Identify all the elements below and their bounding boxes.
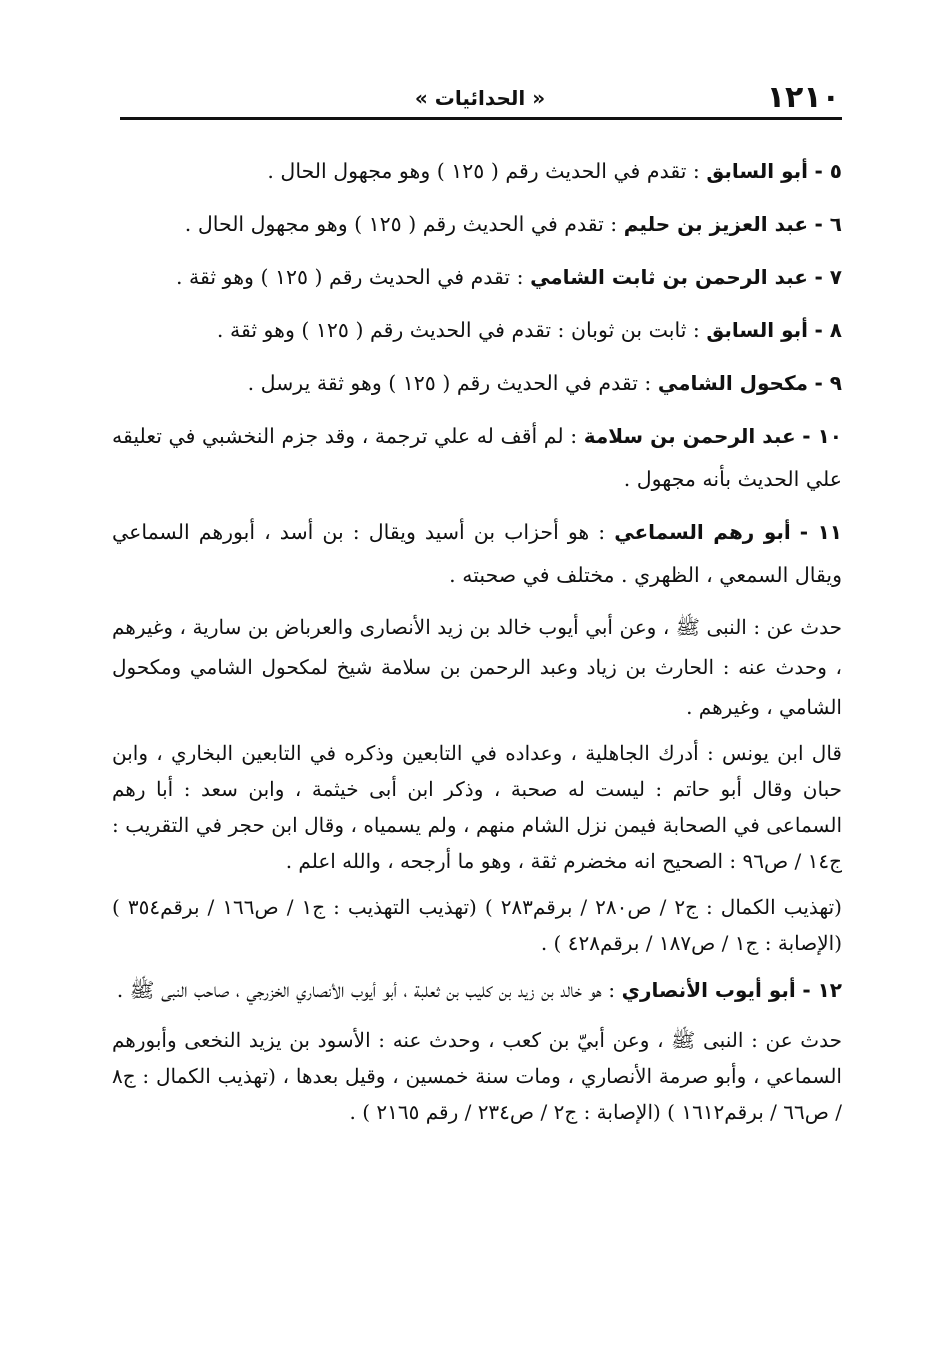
narrator-name: أبو السابق	[706, 159, 808, 183]
entry-text: : تقدم في الحديث رقم ( ١٢٥ ) وهو ثقة يرسل .	[247, 371, 658, 395]
page-header	[120, 80, 840, 116]
entry-12-narration: حدث عن : النبى ﷺ ، وعن أبيّ بن كعب ، وحدث عنه : الأسود بن يزيد النخعى وأبورهم السماعي ، وأبو صرمة الأنصاري ، ومات سنة خمسين ، وقيل بعدها ، (تهذيب الكمال : ج٨ / ص٦٦ / برقم١٦١٢ ) (الإصابة : ج٢ / ص٢٣٤ / رقم ٢١٦٥ ) .	[112, 1028, 842, 1124]
narrator-name: عبد الرحمن بن ثابت الشامي	[530, 265, 808, 289]
entry-11-opinions: قال ابن يونس : أدرك الجاهلية ، وعداده في التابعين وذكره في التابعين البخاري ، وابن حبان وقال أبو حاتم : ليست له صحبة ، وذكر ابن أبى خيثمة ، وابن سعد : أبا رهم السماعى في الصحابة فيمن نزل الشام منهم ، ولم يسمياه ، وقال ابن حجر في التقريب : ج١٤ / ص٩٦ : الصحيح انه مخضرم ثقة ، وهو ما أرجحه ، والله اعلم .	[112, 741, 842, 873]
page-body	[112, 150, 842, 1140]
entry-number: ١١ -	[799, 520, 842, 544]
header-divider	[120, 117, 842, 120]
entry-11	[112, 511, 842, 597]
entry-8	[112, 309, 842, 352]
entry-number: ٧ -	[814, 265, 842, 289]
running-title: « الحدائيات »	[414, 86, 546, 110]
narrator-name: أبو السابق	[706, 318, 808, 342]
entry-number: ١٠ -	[802, 424, 842, 448]
entry-text: : هو خالد بن زيد بن كليب بن ثعلبة ، أبو أيوب الأنصاري الخزرجي ، صاحب النبى ﷺ .	[116, 978, 622, 1002]
page-number: ١٢١٠	[766, 80, 840, 115]
entry-text: : تقدم في الحديث رقم ( ١٢٥ ) وهو مجهول الحال .	[267, 159, 707, 183]
narrator-name: أبو رهم السماعي	[614, 520, 791, 544]
entry-number: ٥ -	[814, 159, 842, 183]
entry-10	[112, 415, 842, 501]
entry-text: : تقدم في الحديث رقم ( ١٢٥ ) وهو ثقة .	[176, 265, 531, 289]
entry-5	[112, 150, 842, 193]
entry-9	[112, 362, 842, 405]
narrator-name: عبد الرحمن بن سلامة	[583, 424, 796, 448]
narrator-name: أبو أيوب الأنصاري	[621, 978, 796, 1002]
entry-number: ٩ -	[814, 371, 842, 395]
entry-11-narration: حدث عن : النبى ﷺ ، وعن أبي أيوب خالد بن زيد الأنصارى والعرباض بن سارية ، وغيرهم ، وحدث عنه : الحارث بن زياد وعبد الرحمن بن سلامة شيخ لمكحول الشامي ومكحول الشامي ، وغيرهم .	[112, 615, 842, 719]
entry-number: ٦ -	[814, 212, 842, 236]
entry-6	[112, 203, 842, 246]
entry-11-references: (تهذيب الكمال : ج٢ / ص٢٨٠ / برقم٢٨٣ ) (تهذيب التهذيب : ج١ / ص١٦٦ / برقم٣٥٤ ) (الإصابة : ج١ / ص١٨٧ / برقم٤٢٨ ) .	[112, 895, 842, 955]
entry-number: ١٢ -	[802, 978, 842, 1002]
entry-text: : تقدم في الحديث رقم ( ١٢٥ ) وهو مجهول الحال .	[184, 212, 624, 236]
narrator-name: عبد العزيز بن حليم	[623, 212, 808, 236]
entry-text: : ثابت بن ثوبان : تقدم في الحديث رقم ( ١٢٥ ) وهو ثقة .	[216, 318, 707, 342]
entry-text: : لم أقف له علي ترجمة ، وقد جزم النخشبي في تعليقه علي الحديث بأنه مجهول .	[112, 424, 842, 491]
entry-number: ٨ -	[814, 318, 842, 342]
entry-12	[112, 969, 842, 1012]
narrator-name: مكحول الشامي	[657, 371, 808, 395]
entry-7	[112, 256, 842, 299]
entry-text: : هو أحزاب بن أسيد ويقال : بن أسد ، أبورهم السماعي ويقال السمعي ، الظهري . مختلف في صحبته .	[112, 520, 842, 587]
